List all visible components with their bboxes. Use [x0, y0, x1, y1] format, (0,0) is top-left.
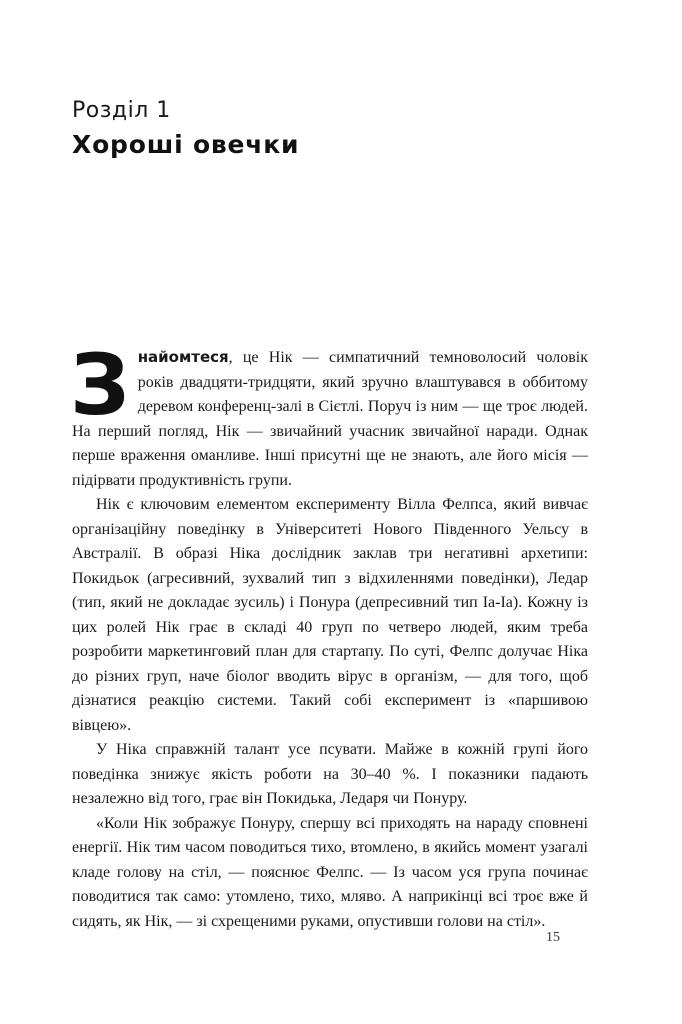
chapter-label: Розділ 1 — [72, 98, 171, 123]
chapter-title: Хороші овечки — [72, 130, 300, 159]
paragraph-3: У Ніка справжній талант усе псувати. Майже в кожній групі його поведінка знижує якість роботи на 30–40 %. І показники падають незалежно від того, грає він Покидька, Ледаря чи Понуру. — [72, 741, 588, 807]
paragraph-2: Нік є ключовим елементом експерименту Вілла Фелпса, який вивчає організаційну поведінку в Університеті Нового Південного Уельсу в Австралії. В образі Ніка дослідник заклав три негативні архетипи: Покидьок (агресивний, зухвалий тип з відхиленнями поведінки), Ледар (тип, який не докладає зусиль) і Понура (депресивний тип Іа-Іа). Кожну із цих ролей Нік грає в складі 40 груп по четверо людей, яким треба розробити маркетинговий план для стартапу. По суті, Фелпс долучає Ніка до різних груп, наче біолог вводить вірус в організм, — для того, щоб дізнатися реакцію системи. Такий собі експеримент із «паршивою вівцею». — [72, 496, 588, 734]
drop-cap: З — [70, 336, 130, 434]
paragraph-1-text: , це Нік — симпатичний темноволосий чоловік років двадцяти-тридцяти, який зручно влаштувався в оббитому деревом конференц-залі в Сієтлі. Поруч із ним — ще троє людей. На перший погляд, Нік — звичайний учасник звичайної наради. Однак перше враження оманливе. Інші присутні ще не знають, але його місія — підірвати продуктивність групи. — [72, 349, 588, 489]
body-text — [70, 336, 588, 934]
paragraph-1 — [70, 336, 588, 493]
lead-word: найомтеся — [137, 348, 229, 366]
paragraph-4: «Коли Нік зображує Понуру, спершу всі приходять на нараду сповнені енергії. Нік тим часом поводиться тихо, втомлено, в якийсь момент узагалі кладе голову на стіл, — пояснює Фелпс. — Із часом уся група починає поводитися так само: утомлено, тихо, мляво. А наприкінці всі троє вже й сидять, як Нік, — зі схрещеними руками, опустивши голови на стіл». — [72, 814, 588, 930]
page-number: 15 — [546, 930, 560, 945]
